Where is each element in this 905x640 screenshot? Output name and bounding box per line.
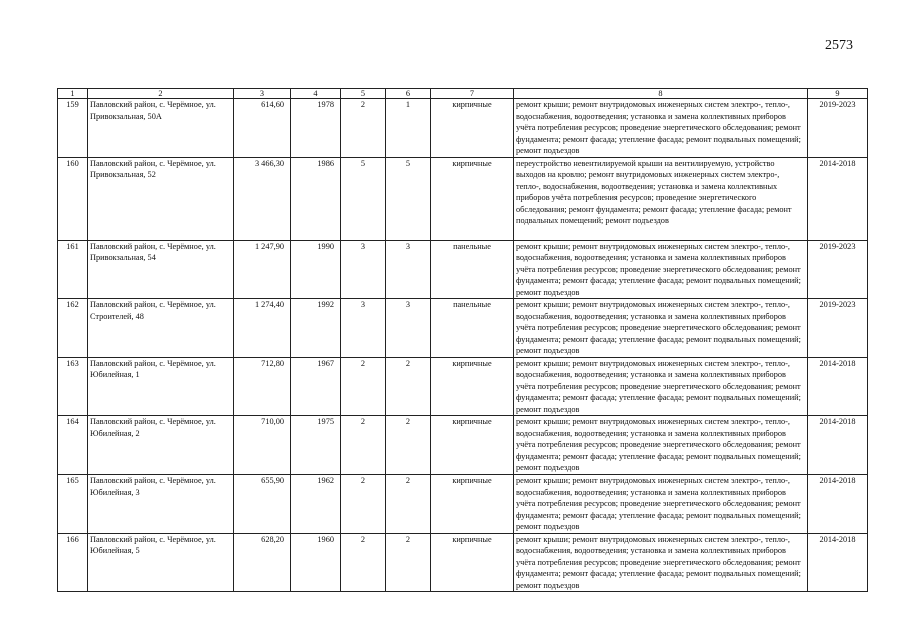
column-header: 7 <box>431 89 514 99</box>
works-list-cell: ремонт крыши; ремонт внутридомовых инженерных систем электро-, тепло-, водоснабжения, водоотведения; установка и замена коллективных приборов учёта потребления ресурсов; проведение энергетического обследования; ремонт фундамента; ремонт фасада; утепление фасада; ремонт подвальных помещений; ремонт подъездов <box>514 240 808 299</box>
works-list-cell: ремонт крыши; ремонт внутридомовых инженерных систем электро-, тепло-, водоснабжения, водоотведения; установка и замена коллективных приборов учёта потребления ресурсов; проведение энергетического обследования; ремонт фундамента; ремонт фасада; утепление фасада; ремонт подвальных помещений; ремонт подъездов <box>514 416 808 475</box>
wall-material-cell: панельные <box>431 240 514 299</box>
period-cell: 2014-2018 <box>808 416 868 475</box>
area-cell: 710,00 <box>234 416 291 475</box>
year-cell: 1967 <box>291 357 341 416</box>
period-cell: 2019-2023 <box>808 299 868 358</box>
year-cell: 1990 <box>291 240 341 299</box>
works-list-cell: ремонт крыши; ремонт внутридомовых инженерных систем электро-, тепло-, водоснабжения, водоотведения; установка и замена коллективных приборов учёта потребления ресурсов; проведение энергетического обследования; ремонт фундамента; ремонт фасада; утепление фасада; ремонт подвальных помещений; ремонт подъездов <box>514 99 808 158</box>
wall-material-cell: кирпичные <box>431 533 514 592</box>
row-number: 159 <box>58 99 88 158</box>
column-header: 9 <box>808 89 868 99</box>
floors-cell: 5 <box>341 157 386 240</box>
row-number: 161 <box>58 240 88 299</box>
floors-cell: 2 <box>341 475 386 534</box>
row-number: 162 <box>58 299 88 358</box>
entrances-cell: 2 <box>386 357 431 416</box>
works-list-cell: ремонт крыши; ремонт внутридомовых инженерных систем электро-, тепло-, водоснабжения, водоотведения; установка и замена коллективных приборов учёта потребления ресурсов; проведение энергетического обследования; ремонт фундамента; ремонт фасада; утепление фасада; ремонт подвальных помещений; ремонт подъездов <box>514 299 808 358</box>
floors-cell: 3 <box>341 240 386 299</box>
entrances-cell: 1 <box>386 99 431 158</box>
year-cell: 1962 <box>291 475 341 534</box>
row-number: 164 <box>58 416 88 475</box>
floors-cell: 2 <box>341 533 386 592</box>
works-list-cell: ремонт крыши; ремонт внутридомовых инженерных систем электро-, тепло-, водоснабжения, водоотведения; установка и замена коллективных приборов учёта потребления ресурсов; проведение энергетического обследования; ремонт фундамента; ремонт фасада; утепление фасада; ремонт подвальных помещений; ремонт подъездов <box>514 533 808 592</box>
column-header: 6 <box>386 89 431 99</box>
column-header: 2 <box>88 89 234 99</box>
table-row <box>58 357 868 416</box>
table-row <box>58 99 868 158</box>
column-header: 4 <box>291 89 341 99</box>
entrances-cell: 5 <box>386 157 431 240</box>
row-number: 166 <box>58 533 88 592</box>
table-row <box>58 416 868 475</box>
works-list-cell: ремонт крыши; ремонт внутридомовых инженерных систем электро-, тепло-, водоснабжения, водоотведения; установка и замена коллективных приборов учёта потребления ресурсов; проведение энергетического обследования; ремонт фундамента; ремонт фасада; утепление фасада; ремонт подвальных помещений; ремонт подъездов <box>514 475 808 534</box>
floors-cell: 2 <box>341 357 386 416</box>
period-cell: 2019-2023 <box>808 99 868 158</box>
entrances-cell: 3 <box>386 299 431 358</box>
address-cell: Павловский район, с. Черёмное, ул. Привокзальная, 54 <box>88 240 234 299</box>
wall-material-cell: кирпичные <box>431 475 514 534</box>
area-cell: 3 466,30 <box>234 157 291 240</box>
wall-material-cell: кирпичные <box>431 416 514 475</box>
wall-material-cell: панельные <box>431 299 514 358</box>
year-cell: 1975 <box>291 416 341 475</box>
works-list-cell: переустройство невентилируемой крыши на вентилируемую, устройство выходов на кровлю; ремонт внутридомовых инженерных систем электро-, тепло-, водоснабжения, водоотведения; установка и замена коллективных приборов учёта потребления ресурсов; проведение энергетического обследования; ремонт фундамента; ремонт фасада; утепление фасада; ремонт подвальных помещений; ремонт подъездов <box>514 157 808 240</box>
wall-material-cell: кирпичные <box>431 99 514 158</box>
period-cell: 2014-2018 <box>808 533 868 592</box>
entrances-cell: 2 <box>386 533 431 592</box>
entrances-cell: 2 <box>386 416 431 475</box>
year-cell: 1986 <box>291 157 341 240</box>
works-list-cell: ремонт крыши; ремонт внутридомовых инженерных систем электро-, тепло-, водоснабжения, водоотведения; установка и замена коллективных приборов учёта потребления ресурсов; проведение энергетического обследования; ремонт фундамента; ремонт фасада; утепление фасада; ремонт подвальных помещений; ремонт подъездов <box>514 357 808 416</box>
table-row <box>58 475 868 534</box>
row-number: 160 <box>58 157 88 240</box>
area-cell: 628,20 <box>234 533 291 592</box>
table-row <box>58 533 868 592</box>
area-cell: 655,90 <box>234 475 291 534</box>
page-number: 2573 <box>825 38 853 53</box>
floors-cell: 2 <box>341 99 386 158</box>
row-number: 163 <box>58 357 88 416</box>
wall-material-cell: кирпичные <box>431 157 514 240</box>
address-cell: Павловский район, с. Черёмное, ул. Юбилейная, 2 <box>88 416 234 475</box>
year-cell: 1960 <box>291 533 341 592</box>
table-row <box>58 157 868 240</box>
column-header: 1 <box>58 89 88 99</box>
entrances-cell: 2 <box>386 475 431 534</box>
area-cell: 712,80 <box>234 357 291 416</box>
floors-cell: 3 <box>341 299 386 358</box>
entrances-cell: 3 <box>386 240 431 299</box>
table-row <box>58 299 868 358</box>
address-cell: Павловский район, с. Черёмное, ул. Привокзальная, 52 <box>88 157 234 240</box>
period-cell: 2014-2018 <box>808 475 868 534</box>
area-cell: 1 247,90 <box>234 240 291 299</box>
year-cell: 1978 <box>291 99 341 158</box>
floors-cell: 2 <box>341 416 386 475</box>
table-row <box>58 240 868 299</box>
column-header: 8 <box>514 89 808 99</box>
column-header: 3 <box>234 89 291 99</box>
address-cell: Павловский район, с. Черёмное, ул. Строителей, 48 <box>88 299 234 358</box>
header-row <box>58 89 868 99</box>
area-cell: 614,60 <box>234 99 291 158</box>
period-cell: 2019-2023 <box>808 240 868 299</box>
wall-material-cell: кирпичные <box>431 357 514 416</box>
row-number: 165 <box>58 475 88 534</box>
column-header: 5 <box>341 89 386 99</box>
address-cell: Павловский район, с. Черёмное, ул. Привокзальная, 50А <box>88 99 234 158</box>
address-cell: Павловский район, с. Черёмное, ул. Юбилейная, 5 <box>88 533 234 592</box>
year-cell: 1992 <box>291 299 341 358</box>
period-cell: 2014-2018 <box>808 157 868 240</box>
period-cell: 2014-2018 <box>808 357 868 416</box>
housing-repair-table <box>57 88 868 592</box>
area-cell: 1 274,40 <box>234 299 291 358</box>
address-cell: Павловский район, с. Черёмное, ул. Юбилейная, 3 <box>88 475 234 534</box>
address-cell: Павловский район, с. Черёмное, ул. Юбилейная, 1 <box>88 357 234 416</box>
